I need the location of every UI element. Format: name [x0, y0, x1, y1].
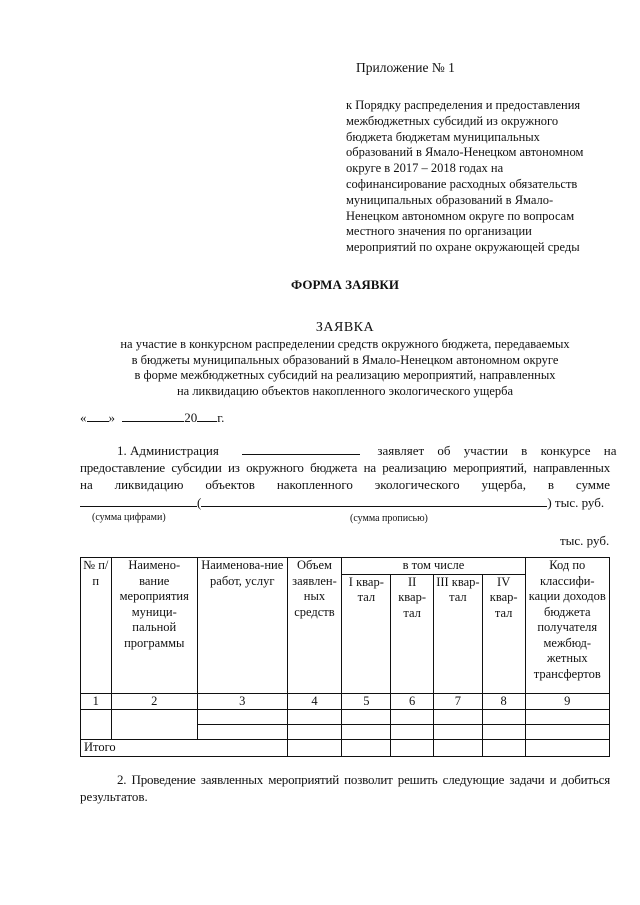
units-label: тыс. руб. — [560, 533, 610, 548]
annex-line: образований в Ямало-Ненецком автономном — [346, 145, 584, 160]
day-blank[interactable] — [87, 408, 109, 422]
column-number: 7 — [433, 693, 482, 710]
cell[interactable] — [482, 740, 525, 757]
column-number: 1 — [81, 693, 112, 710]
application-subtitle — [90, 337, 600, 399]
form-title: ФОРМА ЗАЯВКИ — [291, 277, 399, 292]
cell[interactable] — [197, 710, 287, 725]
total-row — [81, 740, 610, 757]
date-open-quote: « — [80, 410, 87, 425]
annex-line: к Порядку распределения и предоставления — [346, 98, 581, 112]
application-table — [80, 557, 610, 757]
subtitle-line: на участие в конкурсном распределении средств окружного бюджета, передаваемых — [120, 337, 570, 351]
paragraph-1 — [80, 441, 617, 524]
year-prefix: 20 — [184, 410, 198, 425]
paragraph-2 — [80, 771, 610, 805]
cell[interactable] — [525, 710, 609, 725]
cell[interactable] — [525, 740, 609, 757]
annex-line: местного значения по организации — [346, 224, 532, 239]
header-quarter-2: II квар-тал — [391, 574, 434, 693]
cell[interactable] — [287, 725, 342, 740]
application-title: ЗАЯВКА — [315, 320, 375, 335]
header-code: Код по классифи-кации доходов бюджета получателя межбюд-жетных трансфертов — [525, 558, 609, 694]
annex-line: округе в 2017 – 2018 годах на — [346, 161, 504, 176]
cell[interactable] — [391, 740, 434, 757]
column-number: 3 — [197, 693, 287, 710]
column-number: 4 — [287, 693, 342, 710]
header-no: № п/п — [81, 558, 112, 694]
cell[interactable] — [342, 710, 391, 725]
annex-line: муниципальных образований в Ямало- — [346, 192, 554, 207]
cell[interactable] — [342, 740, 391, 757]
annex-body — [346, 98, 611, 256]
cell[interactable] — [482, 710, 525, 725]
cell[interactable] — [111, 710, 197, 740]
annex-line: мероприятий по охране окружающей среды — [346, 240, 580, 255]
year-suffix: г. — [217, 410, 225, 425]
annex-line: межбюджетных субсидий из окружного — [346, 113, 559, 128]
header-event-name: Наимено-вание мероприятия муници-пальной программы — [111, 558, 197, 694]
annex-title: Приложение № 1 — [356, 60, 455, 75]
cell[interactable] — [391, 710, 434, 725]
hint-digits: (сумма цифрами) — [92, 512, 166, 523]
annex-line: софинансирование расходных обязательств — [346, 176, 578, 191]
date-line — [80, 408, 224, 426]
cell[interactable] — [433, 740, 482, 757]
sum-digits-blank[interactable] — [80, 493, 197, 507]
header-quarter-3: III квар-тал — [433, 574, 482, 693]
header-including: в том числе — [342, 558, 525, 575]
subtitle-line: в форме межбюджетных субсидий на реализацию мероприятий, направленных — [134, 368, 556, 382]
cell[interactable] — [342, 725, 391, 740]
subtitle-line: в бюджеты муниципальных образований в Ямало-Ненецком автономном округе — [131, 352, 559, 367]
header-volume: Объем заявлен-ных средств — [287, 558, 342, 694]
column-number-row — [81, 693, 610, 710]
paragraph-2-line-1: 2. Проведение заявленных мероприятий позволит решить следующие задачи и добиться — [117, 772, 610, 787]
paragraph-1-line-2: предоставление субсидии из окружного бюджета на реализацию мероприятий, направленных — [80, 460, 610, 475]
hint-words: (сумма прописью) — [350, 513, 428, 524]
cell[interactable] — [197, 725, 287, 740]
data-row — [81, 710, 610, 725]
open-paren: ( — [197, 495, 202, 510]
cell[interactable] — [525, 725, 609, 740]
annex-line: бюджета бюджетам муниципальных — [346, 129, 540, 144]
cell[interactable] — [81, 710, 112, 740]
header-quarter-1: I квар-тал — [342, 574, 391, 693]
cell[interactable] — [287, 740, 342, 757]
total-label: Итого — [81, 740, 288, 757]
column-number: 9 — [525, 693, 609, 710]
cell[interactable] — [391, 725, 434, 740]
header-quarter-4: IV квар-тал — [482, 574, 525, 693]
column-number: 2 — [111, 693, 197, 710]
header-works: Наименова-ние работ, услуг — [197, 558, 287, 694]
column-number: 5 — [342, 693, 391, 710]
year-blank[interactable] — [197, 408, 217, 422]
subtitle-line: на ликвидацию объектов накопленного экологического ущерба — [176, 383, 514, 398]
paragraph-2-line-2: результатов. — [80, 789, 148, 804]
annex-line: Ненецком автономном округе по вопросам — [346, 208, 575, 223]
column-number: 6 — [391, 693, 434, 710]
cell[interactable] — [433, 710, 482, 725]
sum-words-blank[interactable] — [201, 493, 547, 507]
line1-tail: заявляет об участии в конкурсе на — [377, 443, 617, 458]
cell[interactable] — [287, 710, 342, 725]
paragraph-1-line-3: на ликвидацию объектов накопленного экологического ущерба, в сумме — [80, 477, 610, 492]
sum-close-text: ) тыс. руб. — [547, 495, 605, 510]
column-number: 8 — [482, 693, 525, 710]
cell[interactable] — [482, 725, 525, 740]
header-row-1 — [81, 558, 610, 575]
date-close-quote: » — [108, 410, 115, 425]
administration-blank[interactable] — [242, 441, 360, 455]
cell[interactable] — [433, 725, 482, 740]
administration-lead: 1. Администрация — [117, 443, 219, 458]
month-blank[interactable] — [122, 408, 184, 422]
